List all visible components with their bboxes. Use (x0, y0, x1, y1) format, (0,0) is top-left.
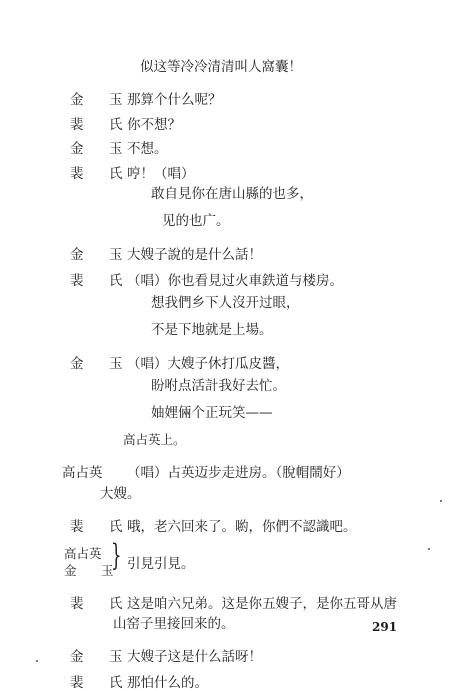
verse-line: 山窑子里接回来的。 (113, 616, 235, 632)
speaker-name: 高占英 (64, 546, 102, 561)
dialogue-text: （唱）大嫂子休打瓜皮醬， (127, 356, 289, 372)
speaker-name: 金 玉 (70, 247, 129, 263)
speaker-name: 裴 氏 (70, 273, 129, 289)
speaker-name: 裴 氏 (70, 166, 129, 182)
verse-line: 似这等冷冷清清叫人窩囊！ (140, 59, 302, 75)
dialogue-text: 不想。 (127, 141, 168, 157)
dialogue-text: 大嫂子这是什么話呀！ (127, 649, 262, 665)
verse-line: 大嫂。 (100, 486, 141, 502)
speaker-name: 金 玉 (70, 141, 129, 157)
speaker-name: 裴 氏 (70, 117, 129, 133)
dialogue-text: 哦，老六回来了。喲，你們不認識吧。 (127, 519, 357, 535)
verse-line: 想我們乡下人沒开过眼， (151, 295, 300, 311)
verse-line: 妯娌倆个正玩笑—— (151, 405, 273, 421)
verse-line: 见的也广。 (162, 213, 230, 229)
dialogue-text: 引見引見。 (127, 556, 195, 572)
dialogue-text: 哼！（唱） (127, 166, 195, 182)
stage-direction: 高占英上。 (123, 432, 186, 447)
dialogue-text: （唱）你也看見过火車鉄道与楼房。 (127, 273, 343, 289)
dialogue-text: 那怕什么的。 (127, 675, 208, 691)
speaker-name: 金 玉 (70, 649, 129, 665)
verse-line: 盼咐点活計我好去忙。 (151, 378, 286, 394)
dialogue-text: （唱）占英迈步走进房。（脫帽鬧好） (127, 465, 350, 481)
speck-mark (440, 500, 442, 502)
dialogue-text: 这是咱六兄弟。这是你五嫂子，是你五哥从唐 (127, 596, 397, 612)
speaker-brace: } (111, 538, 122, 573)
speaker-name: 金 玉 (64, 563, 120, 578)
speaker-name: 裴 氏 (70, 675, 129, 691)
dialogue-text: 你不想？ (127, 117, 181, 133)
speaker-name: 金 玉 (70, 92, 129, 108)
speaker-name: 裴 氏 (70, 596, 129, 612)
dialogue-text: 大嫂子說的是什么話！ (127, 247, 262, 263)
speck-mark (428, 548, 430, 550)
page-number: 291 (372, 620, 398, 634)
dialogue-text: 那算个什么呢？ (127, 92, 222, 108)
speaker-name: 高占英 (62, 465, 103, 481)
speaker-name: 裴 氏 (70, 519, 129, 535)
speaker-name: 金 玉 (70, 356, 129, 372)
speck-mark (36, 660, 38, 662)
verse-line: 敢自見你在唐山縣的也多， (151, 186, 313, 202)
verse-line: 不是下地就是上場。 (151, 322, 273, 338)
